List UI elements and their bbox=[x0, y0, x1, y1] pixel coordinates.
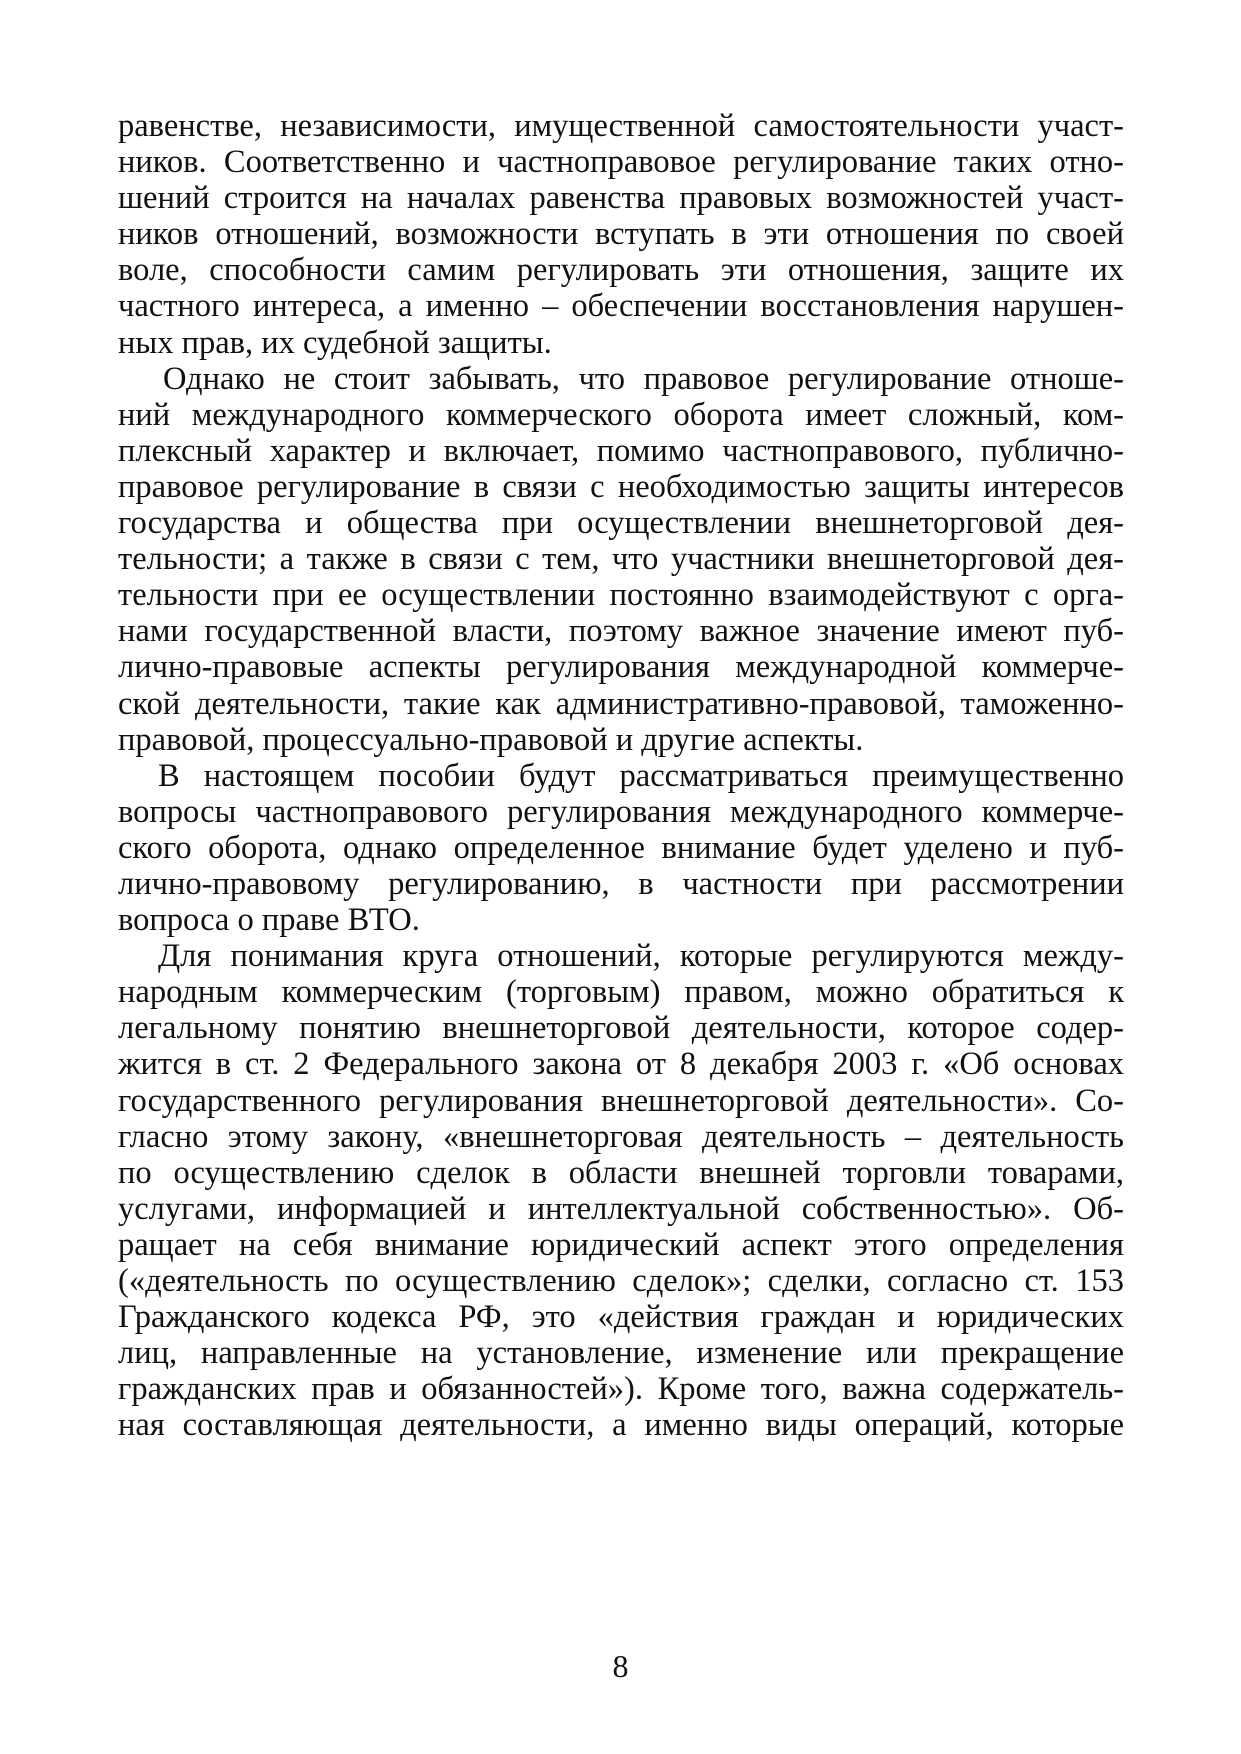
text-line: государства и общества при осуществлении внешнеторговой дея- bbox=[118, 505, 1124, 542]
text-line: («деятельность по осуществлению сделок»; сделки, согласно ст. 153 bbox=[118, 1263, 1124, 1299]
text-line: ников. Соответственно и частноправовое регулирование таких отно- bbox=[118, 144, 1124, 181]
text-line: равенстве, независимости, имущественной самостоятельности участ- bbox=[118, 108, 1124, 144]
text-line: лиц, направленные на установление, изменение или прекращение bbox=[118, 1335, 1124, 1372]
body-text bbox=[118, 108, 1124, 1443]
text-line: ской деятельности, такие как административно-правовой, таможенно- bbox=[118, 685, 1124, 722]
text-line: Гражданского кодекса РФ, это «действия граждан и юридических bbox=[118, 1299, 1124, 1336]
text-line: вопросы частноправового регулирования международного коммерче- bbox=[118, 793, 1124, 830]
text-line: ского оборота, однако определенное внимание будет уделено и пуб- bbox=[118, 829, 1124, 866]
text-line: правовое регулирование в связи с необходимостью защиты интересов bbox=[118, 468, 1124, 505]
text-line: легальному понятию внешнеторговой деятельности, которое содер- bbox=[118, 1010, 1124, 1047]
text-line: нами государственной власти, поэтому важное значение имеют пуб- bbox=[118, 613, 1124, 650]
text-line: народным коммерческим (торговым) правом, можно обратиться к bbox=[118, 974, 1124, 1011]
text-line: ников отношений, возможности вступать в эти отношения по своей bbox=[118, 216, 1124, 253]
text-line: частного интереса, а именно – обеспечении восстановления нарушен- bbox=[118, 288, 1124, 325]
paragraph-2 bbox=[118, 361, 1124, 758]
paragraph-4 bbox=[118, 938, 1124, 1443]
text-line: шений строится на началах равенства правовых возможностей участ- bbox=[118, 180, 1124, 217]
paragraph-3 bbox=[118, 758, 1124, 938]
text-line: лично-правовые аспекты регулирования международной коммерче- bbox=[118, 649, 1124, 686]
text-line: лично-правовому регулированию, в частности при рассмотрении bbox=[118, 865, 1124, 902]
page-number: 8 bbox=[612, 1648, 629, 1684]
text-line: ний международного коммерческого оборота имеет сложный, ком- bbox=[118, 396, 1124, 433]
text-line: плексный характер и включает, помимо частноправового, публично- bbox=[118, 432, 1124, 469]
text-line: вопроса о праве ВТО. bbox=[118, 902, 420, 939]
text-line: по осуществлению сделок в области внешней торговли товарами, bbox=[118, 1154, 1124, 1191]
paragraph-1 bbox=[118, 108, 1124, 361]
text-line: жится в ст. 2 Федерального закона от 8 декабря 2003 г. «Об основах bbox=[118, 1046, 1124, 1083]
text-line: ных прав, их судебной защиты. bbox=[118, 324, 552, 361]
text-line: тельности при ее осуществлении постоянно взаимодействуют с орга- bbox=[118, 577, 1124, 614]
text-line: гласно этому закону, «внешнеторговая деятельность – деятельность bbox=[118, 1118, 1124, 1155]
text-line: Однако не стоит забывать, что правовое регулирование отноше- bbox=[163, 360, 1124, 397]
text-line: В настоящем пособии будут рассматриваться преимущественно bbox=[158, 757, 1124, 794]
text-line: воле, способности самим регулировать эти отношения, защите их bbox=[118, 252, 1124, 289]
text-line: тельности; а также в связи с тем, что участники внешнеторговой дея- bbox=[118, 541, 1124, 578]
text-line: гражданских прав и обязанностей»). Кроме того, важна содержатель- bbox=[118, 1371, 1124, 1408]
text-line: государственного регулирования внешнеторговой деятельности». Со- bbox=[118, 1082, 1124, 1119]
text-line: ная составляющая деятельности, а именно виды операций, которые bbox=[118, 1407, 1124, 1444]
text-line: правовой, процессуально-правовой и другие аспекты. bbox=[118, 721, 864, 758]
text-line: услугами, информацией и интеллектуальной собственностью». Об- bbox=[118, 1190, 1124, 1227]
text-line: Для понимания круга отношений, которые регулируются между- bbox=[158, 938, 1124, 975]
text-line: ращает на себя внимание юридический аспект этого определения bbox=[118, 1226, 1124, 1263]
